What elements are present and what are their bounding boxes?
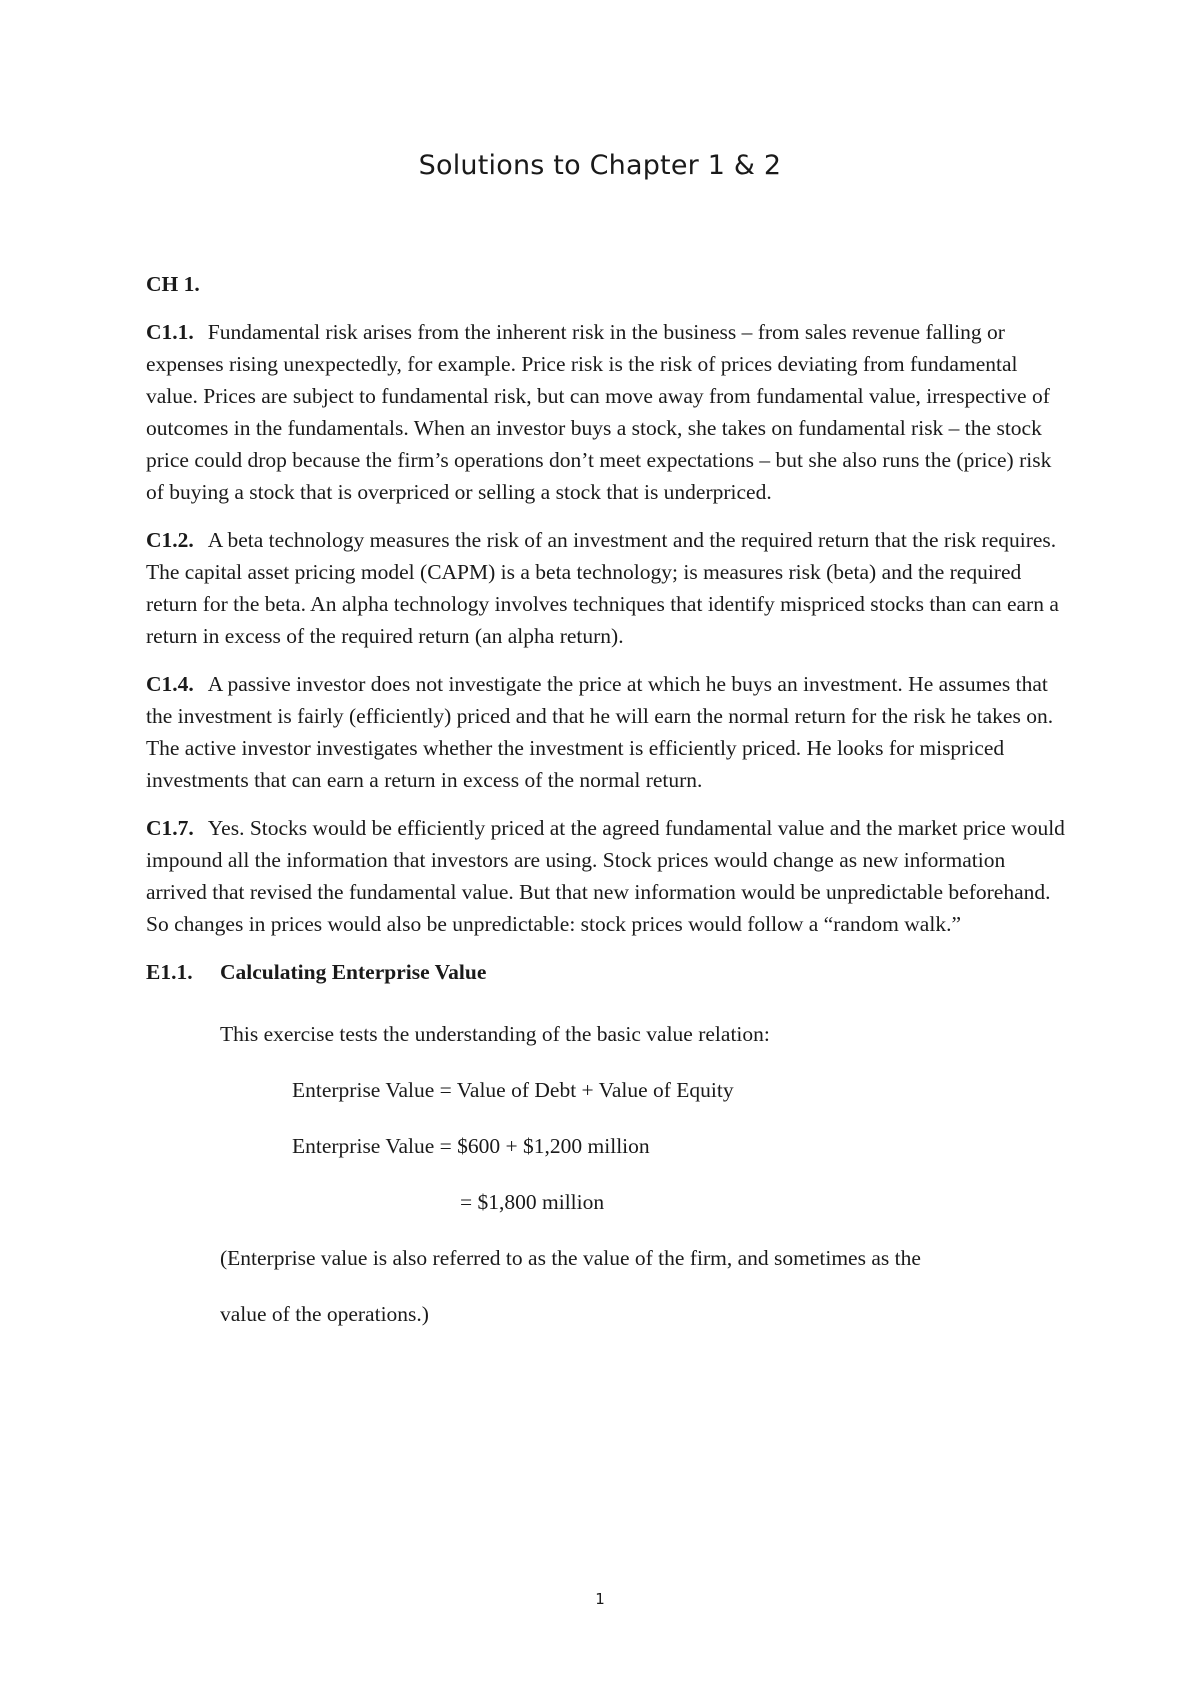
question-text: A beta technology measures the risk of an investment and the required return that the risk requires. The capital asset pricing model (CAPM) is a beta technology; is measures risk (beta) and the required return for the beta. An alpha technology involves techniques that identify mispriced stocks than can earn a return in excess of the required return (an alpha return). [146, 528, 1059, 648]
exercise-number: E1.1. [146, 960, 193, 984]
document-title: Solutions to Chapter 1 & 2 [418, 150, 782, 181]
question-c1-7 [146, 812, 1066, 940]
question-c1-4 [146, 668, 1066, 796]
exercise-title: Calculating Enterprise Value [220, 960, 487, 984]
exercise-heading [146, 956, 1066, 988]
equation-enterprise-value-result: = $1,800 million [460, 1190, 605, 1214]
document-body [146, 268, 1066, 1342]
equation-enterprise-value-substitution: Enterprise Value = $600 + $1,200 million [292, 1134, 650, 1158]
question-text: Fundamental risk arises from the inherent risk in the business – from sales revenue falling or expenses rising unexpectedly, for example. Price risk is the risk of prices deviating from fundamental value. Prices are subject to fundamental risk, but can move away from fundamental value, irrespective of outcomes in the fundamentals. When an investor buys a stock, she takes on fundamental risk – the stock price could drop because the firm’s operations don’t meet expectations – but she also runs the (price) risk of buying a stock that is overpriced or selling a stock that is underpriced. [146, 320, 1052, 504]
exercise-body [220, 1006, 1066, 1342]
equation-enterprise-value-definition: Enterprise Value = Value of Debt + Value of Equity [292, 1078, 734, 1102]
exercise-note-line-1: (Enterprise value is also referred to as the value of the firm, and sometimes as the [220, 1246, 921, 1270]
exercise-intro: This exercise tests the understanding of the basic value relation: [220, 1022, 770, 1046]
question-text: Yes. Stocks would be efficiently priced at the agreed fundamental value and the market price would impound all the information that investors are using. Stock prices would change as new information arrived that revised the fundamental value. But that new information would be unpredictable beforehand. So changes in prices would also be unpredictable: stock prices would follow a “random walk.” [146, 816, 1065, 936]
question-text: A passive investor does not investigate the price at which he buys an investment. He assumes that the investment is fairly (efficiently) priced and that he will earn the normal return for the risk he takes on. The active investor investigates whether the investment is efficiently priced. He looks for mispriced investments that can earn a return in excess of the normal return. [146, 672, 1054, 792]
chapter-heading: CH 1. [146, 272, 200, 296]
question-c1-2 [146, 524, 1066, 652]
question-number: C1.4. [146, 672, 194, 696]
exercise-note-line-2: value of the operations.) [220, 1302, 429, 1326]
page-number: 1 [595, 1590, 605, 1608]
question-number: C1.7. [146, 816, 194, 840]
question-c1-1 [146, 316, 1066, 508]
question-number: C1.1. [146, 320, 194, 344]
question-number: C1.2. [146, 528, 194, 552]
